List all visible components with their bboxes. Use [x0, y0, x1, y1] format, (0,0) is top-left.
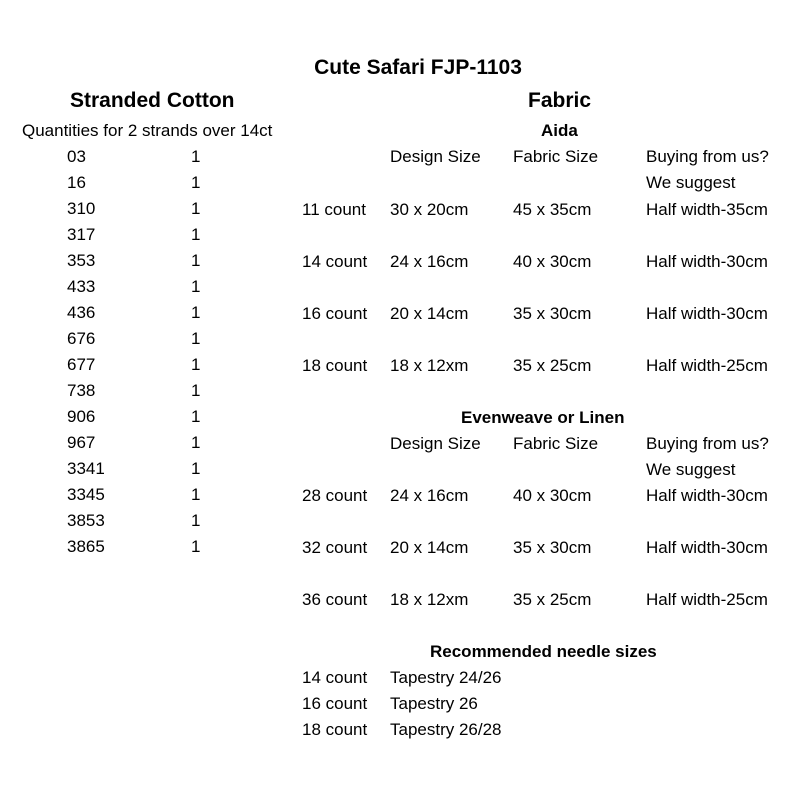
thread-qty: 1 [191, 303, 201, 322]
aida-fabric-size: 40 x 30cm [513, 252, 592, 271]
evenweave-col-suggest: We suggest [646, 460, 736, 479]
aida-fabric-size: 35 x 30cm [513, 304, 592, 323]
aida-suggestion: Half width-25cm [646, 356, 768, 375]
aida-count: 18 count [302, 356, 368, 375]
needle-size: Tapestry 26 [390, 694, 478, 713]
threads-heading: Stranded Cotton [70, 89, 235, 112]
evenweave-col-design: Design Size [390, 434, 481, 453]
aida-suggestion: Half width-30cm [646, 252, 768, 271]
thread-code: 906 [67, 407, 96, 426]
aida-count: 16 count [302, 304, 368, 323]
aida-suggestion: Half width-30cm [646, 304, 768, 323]
fabric-heading: Fabric [528, 89, 592, 112]
thread-code: 3345 [67, 485, 105, 504]
thread-code: 3341 [67, 459, 105, 478]
thread-code: 433 [67, 277, 96, 296]
evenweave-fabric-size: 35 x 30cm [513, 538, 592, 557]
aida-col-suggest: We suggest [646, 173, 736, 192]
aida-design-size: 18 x 12xm [390, 356, 469, 375]
thread-code: 16 [67, 173, 86, 192]
thread-code: 436 [67, 303, 96, 322]
evenweave-design-size: 18 x 12xm [390, 590, 469, 609]
aida-col-design: Design Size [390, 147, 481, 166]
evenweave-fabric-size: 40 x 30cm [513, 486, 592, 505]
thread-code: 353 [67, 251, 96, 270]
aida-design-size: 24 x 16cm [390, 252, 469, 271]
evenweave-design-size: 24 x 16cm [390, 486, 469, 505]
aida-suggestion: Half width-35cm [646, 200, 768, 219]
thread-qty: 1 [191, 329, 201, 348]
evenweave-count: 36 count [302, 590, 368, 609]
aida-fabric-size: 45 x 35cm [513, 200, 592, 219]
needle-count: 14 count [302, 668, 368, 687]
evenweave-fabric-size: 35 x 25cm [513, 590, 592, 609]
needle-count: 16 count [302, 694, 368, 713]
needle-size: Tapestry 24/26 [390, 668, 502, 687]
thread-qty: 1 [191, 173, 201, 192]
evenweave-count: 28 count [302, 486, 368, 505]
aida-count: 14 count [302, 252, 368, 271]
thread-code: 677 [67, 355, 96, 374]
thread-code: 676 [67, 329, 96, 348]
thread-qty: 1 [191, 407, 201, 426]
aida-col-buying: Buying from us? [646, 147, 769, 166]
aida-design-size: 30 x 20cm [390, 200, 469, 219]
evenweave-suggestion: Half width-30cm [646, 486, 768, 505]
aida-heading: Aida [541, 121, 578, 140]
thread-qty: 1 [191, 225, 201, 244]
thread-qty: 1 [191, 277, 201, 296]
thread-qty: 1 [191, 485, 201, 504]
needles-heading: Recommended needle sizes [430, 642, 657, 661]
evenweave-count: 32 count [302, 538, 368, 557]
page-title: Cute Safari FJP-1103 [314, 56, 522, 79]
thread-code: 967 [67, 433, 96, 452]
aida-count: 11 count [302, 200, 366, 219]
thread-code: 3865 [67, 537, 105, 556]
thread-qty: 1 [191, 199, 201, 218]
needle-size: Tapestry 26/28 [390, 720, 502, 739]
thread-qty: 1 [191, 537, 201, 556]
thread-qty: 1 [191, 511, 201, 530]
thread-qty: 1 [191, 459, 201, 478]
aida-col-fabric: Fabric Size [513, 147, 599, 166]
thread-qty: 1 [191, 251, 201, 270]
thread-code: 738 [67, 381, 96, 400]
thread-qty: 1 [191, 381, 201, 400]
thread-code: 317 [67, 225, 96, 244]
evenweave-design-size: 20 x 14cm [390, 538, 469, 557]
thread-qty: 1 [191, 355, 201, 374]
thread-code: 03 [67, 147, 86, 166]
thread-code: 310 [67, 199, 96, 218]
evenweave-heading: Evenweave or Linen [461, 408, 625, 427]
evenweave-col-fabric: Fabric Size [513, 434, 599, 453]
evenweave-col-buying: Buying from us? [646, 434, 769, 453]
thread-qty: 1 [191, 433, 201, 452]
evenweave-suggestion: Half width-25cm [646, 590, 768, 609]
thread-qty: 1 [191, 147, 201, 166]
needle-count: 18 count [302, 720, 368, 739]
aida-design-size: 20 x 14cm [390, 304, 469, 323]
evenweave-suggestion: Half width-30cm [646, 538, 768, 557]
thread-code: 3853 [67, 511, 105, 530]
aida-fabric-size: 35 x 25cm [513, 356, 592, 375]
threads-note: Quantities for 2 strands over 14ct [22, 121, 273, 140]
